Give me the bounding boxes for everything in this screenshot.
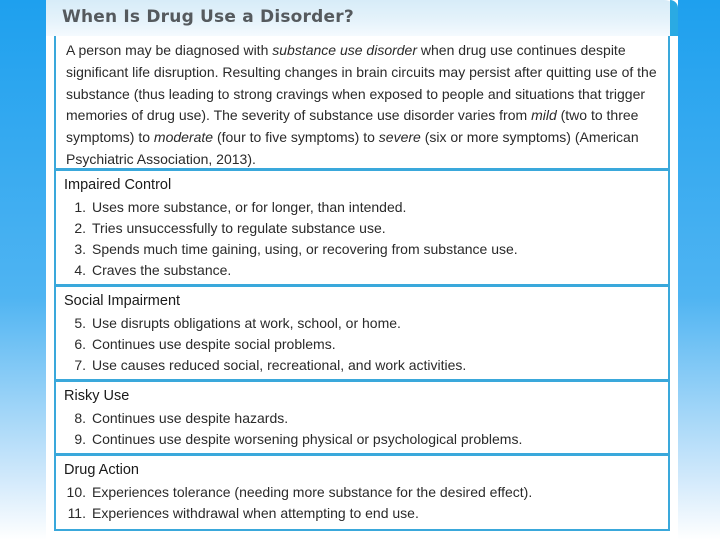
- section-drug-action: Drug Action 10. Experiences tolerance (needing more substance for the desired effect). 11. Experiences withdrawal when attempting to end use.: [54, 456, 670, 531]
- page-title: When Is Drug Use a Disorder?: [62, 7, 354, 27]
- title-bar: [46, 0, 678, 36]
- section-heading: Drug Action: [64, 462, 139, 478]
- section-impaired-control: Impaired Control 1. Uses more substance, or for longer, than intended. 2. Tries unsuccessfully to regulate substance use. 3. Spends much time gaining, using, or recovering from substance use. 4. Craves the substance.: [54, 171, 670, 284]
- section-heading: Risky Use: [64, 388, 130, 404]
- intro-panel: [54, 36, 670, 168]
- document-card: [46, 0, 678, 540]
- section-heading: Impaired Control: [64, 177, 172, 193]
- section-heading: Social Impairment: [64, 293, 181, 309]
- section-risky-use: Risky Use 8. Continues use despite hazards. 9. Continues use despite worsening physical or psychological problems.: [54, 382, 670, 453]
- section-social-impairment: Social Impairment 5. Use disrupts obligations at work, school, or home. 6. Continues use despite social problems. 7. Use causes reduced social, recreational, and work activities.: [54, 287, 670, 379]
- intro-paragraph: A person may be diagnosed with substance use disorder when drug use continues despite significant life disruption. Resulting changes in brain circuits may persist after quitting use of the substance (thus leading to strong cravings when exposed to people and situations that trigger memories of drug use). The severity of substance use disorder varies from mild (two to three symptoms) to moderate (four to five symptoms) to severe (six or more symptoms) (American Psychiatric Association, 2013).: [66, 42, 657, 167]
- title-accent: [670, 0, 678, 36]
